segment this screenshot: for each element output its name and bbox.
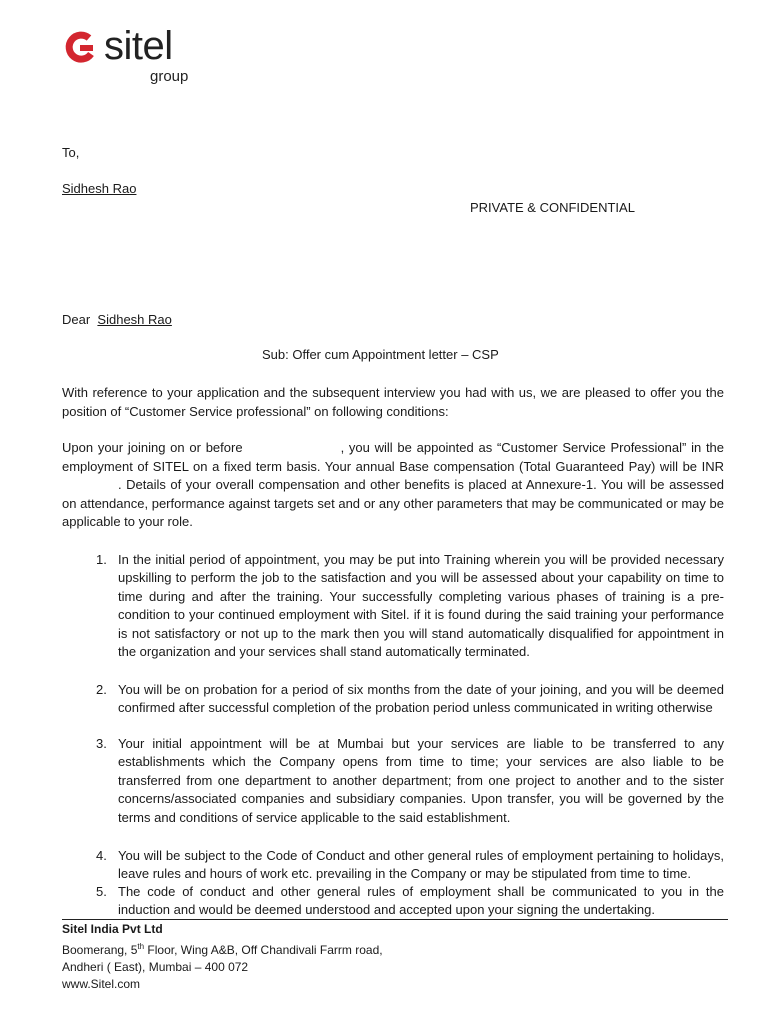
logo-subtitle: group bbox=[150, 68, 189, 85]
recipient-name: Sidhesh Rao bbox=[62, 181, 137, 196]
footer-address-line1: Boomerang, 5th Floor, Wing A&B, Off Chandivali Farrm road, bbox=[62, 942, 383, 957]
condition-item-4 bbox=[96, 847, 724, 884]
footer-address-line2: Andheri ( East), Mumbai – 400 072 bbox=[62, 960, 249, 974]
condition-text: The code of conduct and other general rules of employment shall be communicated to you in the induction and would be deemed understood and accepted upon your signing the undertaking. bbox=[118, 884, 724, 918]
condition-text: You will be on probation for a period of six months from the date of your joining, and you will be deemed confirmed after successful completion of the probation period unless communicated in writing otherwise bbox=[118, 682, 724, 716]
condition-number: 4. bbox=[96, 848, 107, 863]
terms-part3: . Details of your overall compensation and other benefits is placed at Annexure-1. You will be assessed on attendance, performance against targets set and or any other parameters that may be communicated or may be applicable to your role. bbox=[62, 477, 724, 530]
condition-number: 3. bbox=[96, 736, 107, 751]
terms-paragraph bbox=[62, 439, 724, 532]
intro-paragraph bbox=[62, 384, 724, 421]
sitel-logo-mark-icon bbox=[64, 31, 98, 65]
condition-text: You will be subject to the Code of Conduct and other general rules of employment pertaining to holidays, leave rules and hours of work etc. prevailing in the Company or may be stipulated from time to time. bbox=[118, 848, 724, 882]
sitel-logo bbox=[64, 24, 214, 90]
to-label: To, bbox=[62, 145, 80, 160]
salutation bbox=[62, 311, 172, 329]
footer-website-link[interactable]: www.Sitel.com bbox=[62, 977, 141, 991]
intro-text: With reference to your application and the subsequent interview you had with us, we are pleased to offer you the position of “Customer Service professional” on following conditions: bbox=[62, 385, 724, 419]
salutation-prefix: Dear bbox=[62, 312, 91, 327]
confidential-label: PRIVATE & CONFIDENTIAL bbox=[470, 200, 635, 215]
salutation-name: Sidhesh Rao bbox=[97, 312, 172, 327]
condition-number: 2. bbox=[96, 682, 107, 697]
condition-number: 5. bbox=[96, 884, 107, 899]
condition-text: In the initial period of appointment, you may be put into Training wherein you will be provided necessary upskilling to perform the job to the satisfaction and you will be assessed about your capability on time to time during and after the training. Your successfully completing various phases of training is a pre-condition to your continued employment with Sitel. if it is found during the said training your performance is not satisfactory or not up to the mark then you will stand automatically disqualified for appointment in the organization and your services shall stand automatically terminated. bbox=[118, 552, 724, 660]
terms-part1: Upon your joining on or before bbox=[62, 440, 243, 455]
condition-item-1 bbox=[96, 551, 724, 661]
subject-line: Sub: Offer cum Appointment letter – CSP bbox=[262, 347, 499, 362]
logo-wordmark: sitel bbox=[104, 24, 173, 68]
condition-number: 1. bbox=[96, 552, 107, 567]
condition-item-3 bbox=[96, 735, 724, 827]
footer-divider bbox=[62, 919, 728, 920]
terms-part2: , you will be appointed as “Customer Service Professional” in the employment of SITEL on a fixed term basis. Your annual Base compensation (Total Guaranteed Pay) will be INR bbox=[62, 440, 725, 474]
footer-company: Sitel India Pvt Ltd bbox=[62, 922, 163, 936]
footer bbox=[62, 921, 383, 993]
condition-item-5 bbox=[96, 883, 724, 920]
condition-text: Your initial appointment will be at Mumbai but your services are liable to be transferred to any establishments which the Company opens from time to time; your services are also liable to be transferred from one department to another department; from one project to another and to the sister concerns/associated companies and subsidiary companies. Upon transfer, you will be governed by the terms and conditions of service applicable to the said establishment. bbox=[118, 736, 724, 825]
condition-item-2 bbox=[96, 681, 724, 718]
